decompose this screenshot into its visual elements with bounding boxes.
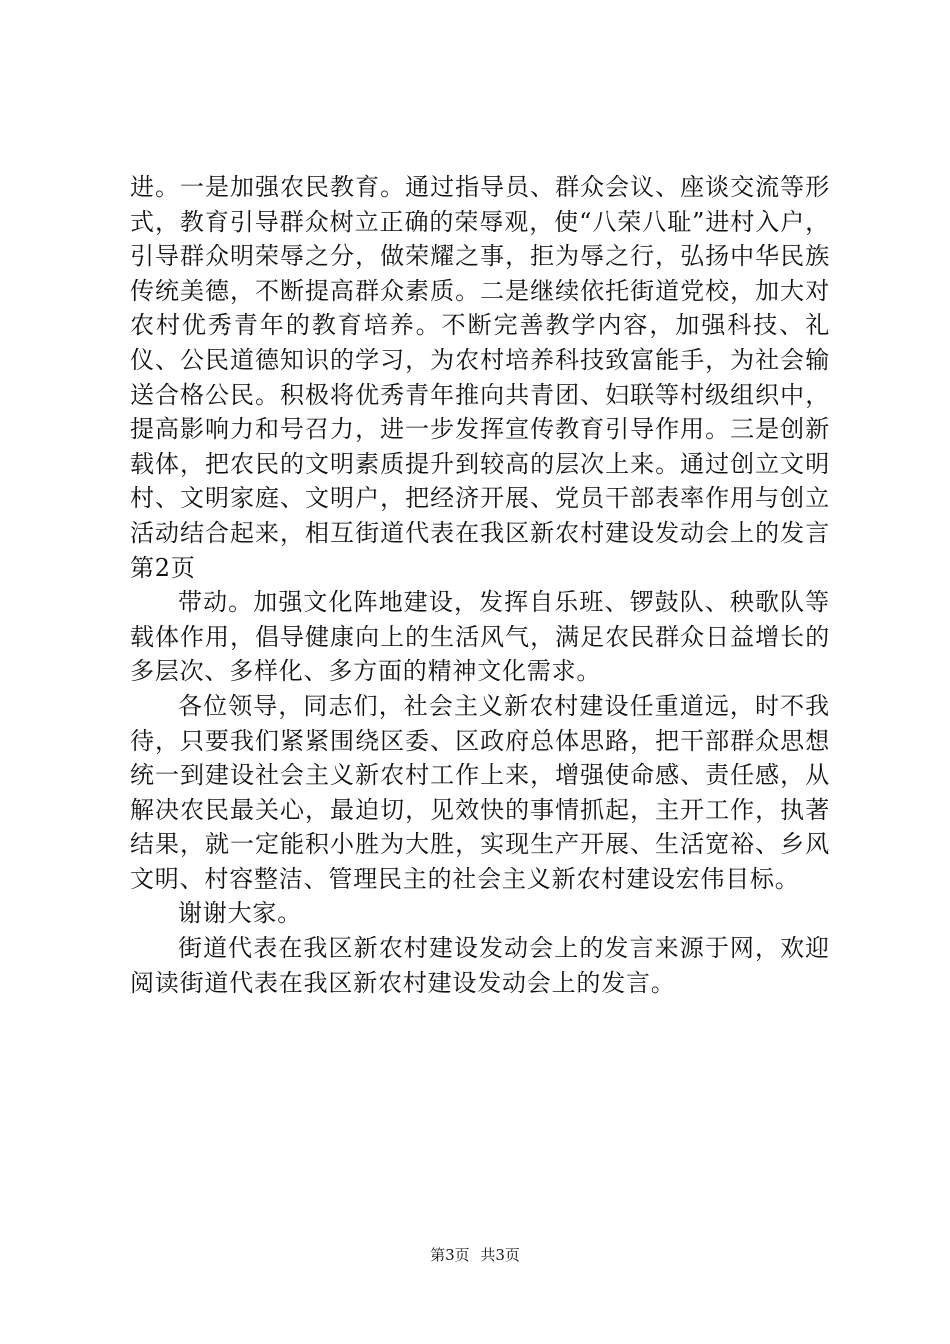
paragraph-source-note: 街道代表在我区新农村建设发动会上的发言来源于网，欢迎阅读街道代表在我区新农村建设发动会上的发言。 (130, 934, 830, 997)
paragraph-closing-remarks: 各位领导，同志们，社会主义新农村建设任重道远，时不我待，只要我们紧紧围绕区委、区政府总体思路，把干部群众思想统一到建设社会主义新农村工作上来，增强使命感、责任感，从解决农民最关心，最迫切，见效快的事情抓起，主开工作，执著结果，就一定能积小胜为大胜，实现生产开展、生活宽裕、乡风文明、村容整洁、管理民主的社会主义新农村建设宏伟目标。 (130, 691, 830, 893)
page-number: 第3页 (430, 1246, 470, 1264)
document-body (130, 170, 830, 1000)
paragraph-culture: 带动。加强文化阵地建设，发挥自乐班、锣鼓队、秧歌队等载体作用，倡导健康向上的生活风气，满足农民群众日益增长的多层次、多样化、多方面的精神文化需求。 (130, 588, 830, 686)
page-footer (0, 1245, 950, 1265)
paragraph-thanks: 谢谢大家。 (178, 899, 302, 928)
paragraph-continued: 进。一是加强农民教育。通过指导员、群众会议、座谈交流等形式，教育引导群众树立正确的荣辱观，使“八荣八耻”进村入户，引导群众明荣辱之分，做荣耀之事，拒为辱之行，弘扬中华民族传统美德，不断提高群众素质。二是继续依托街道党校，加大对农村优秀青年的教育培养。不断完善教学内容，加强科技、礼仪、公民道德知识的学习，为农村培养科技致富能手，为社会输送合格公民。积极将优秀青年推向共青团、妇联等村级组织中，提高影响力和号召力，进一步发挥宣传教育引导作用。三是创新载体，把农民的文明素质提升到较高的层次上来。通过创立文明村、文明家庭、文明户，把经济开展、党员干部表率作用与创立活动结合起来，相互街道代表在我区新农村建设发动会上的发言第2页 (130, 173, 830, 582)
page-total: 共3页 (480, 1246, 520, 1264)
